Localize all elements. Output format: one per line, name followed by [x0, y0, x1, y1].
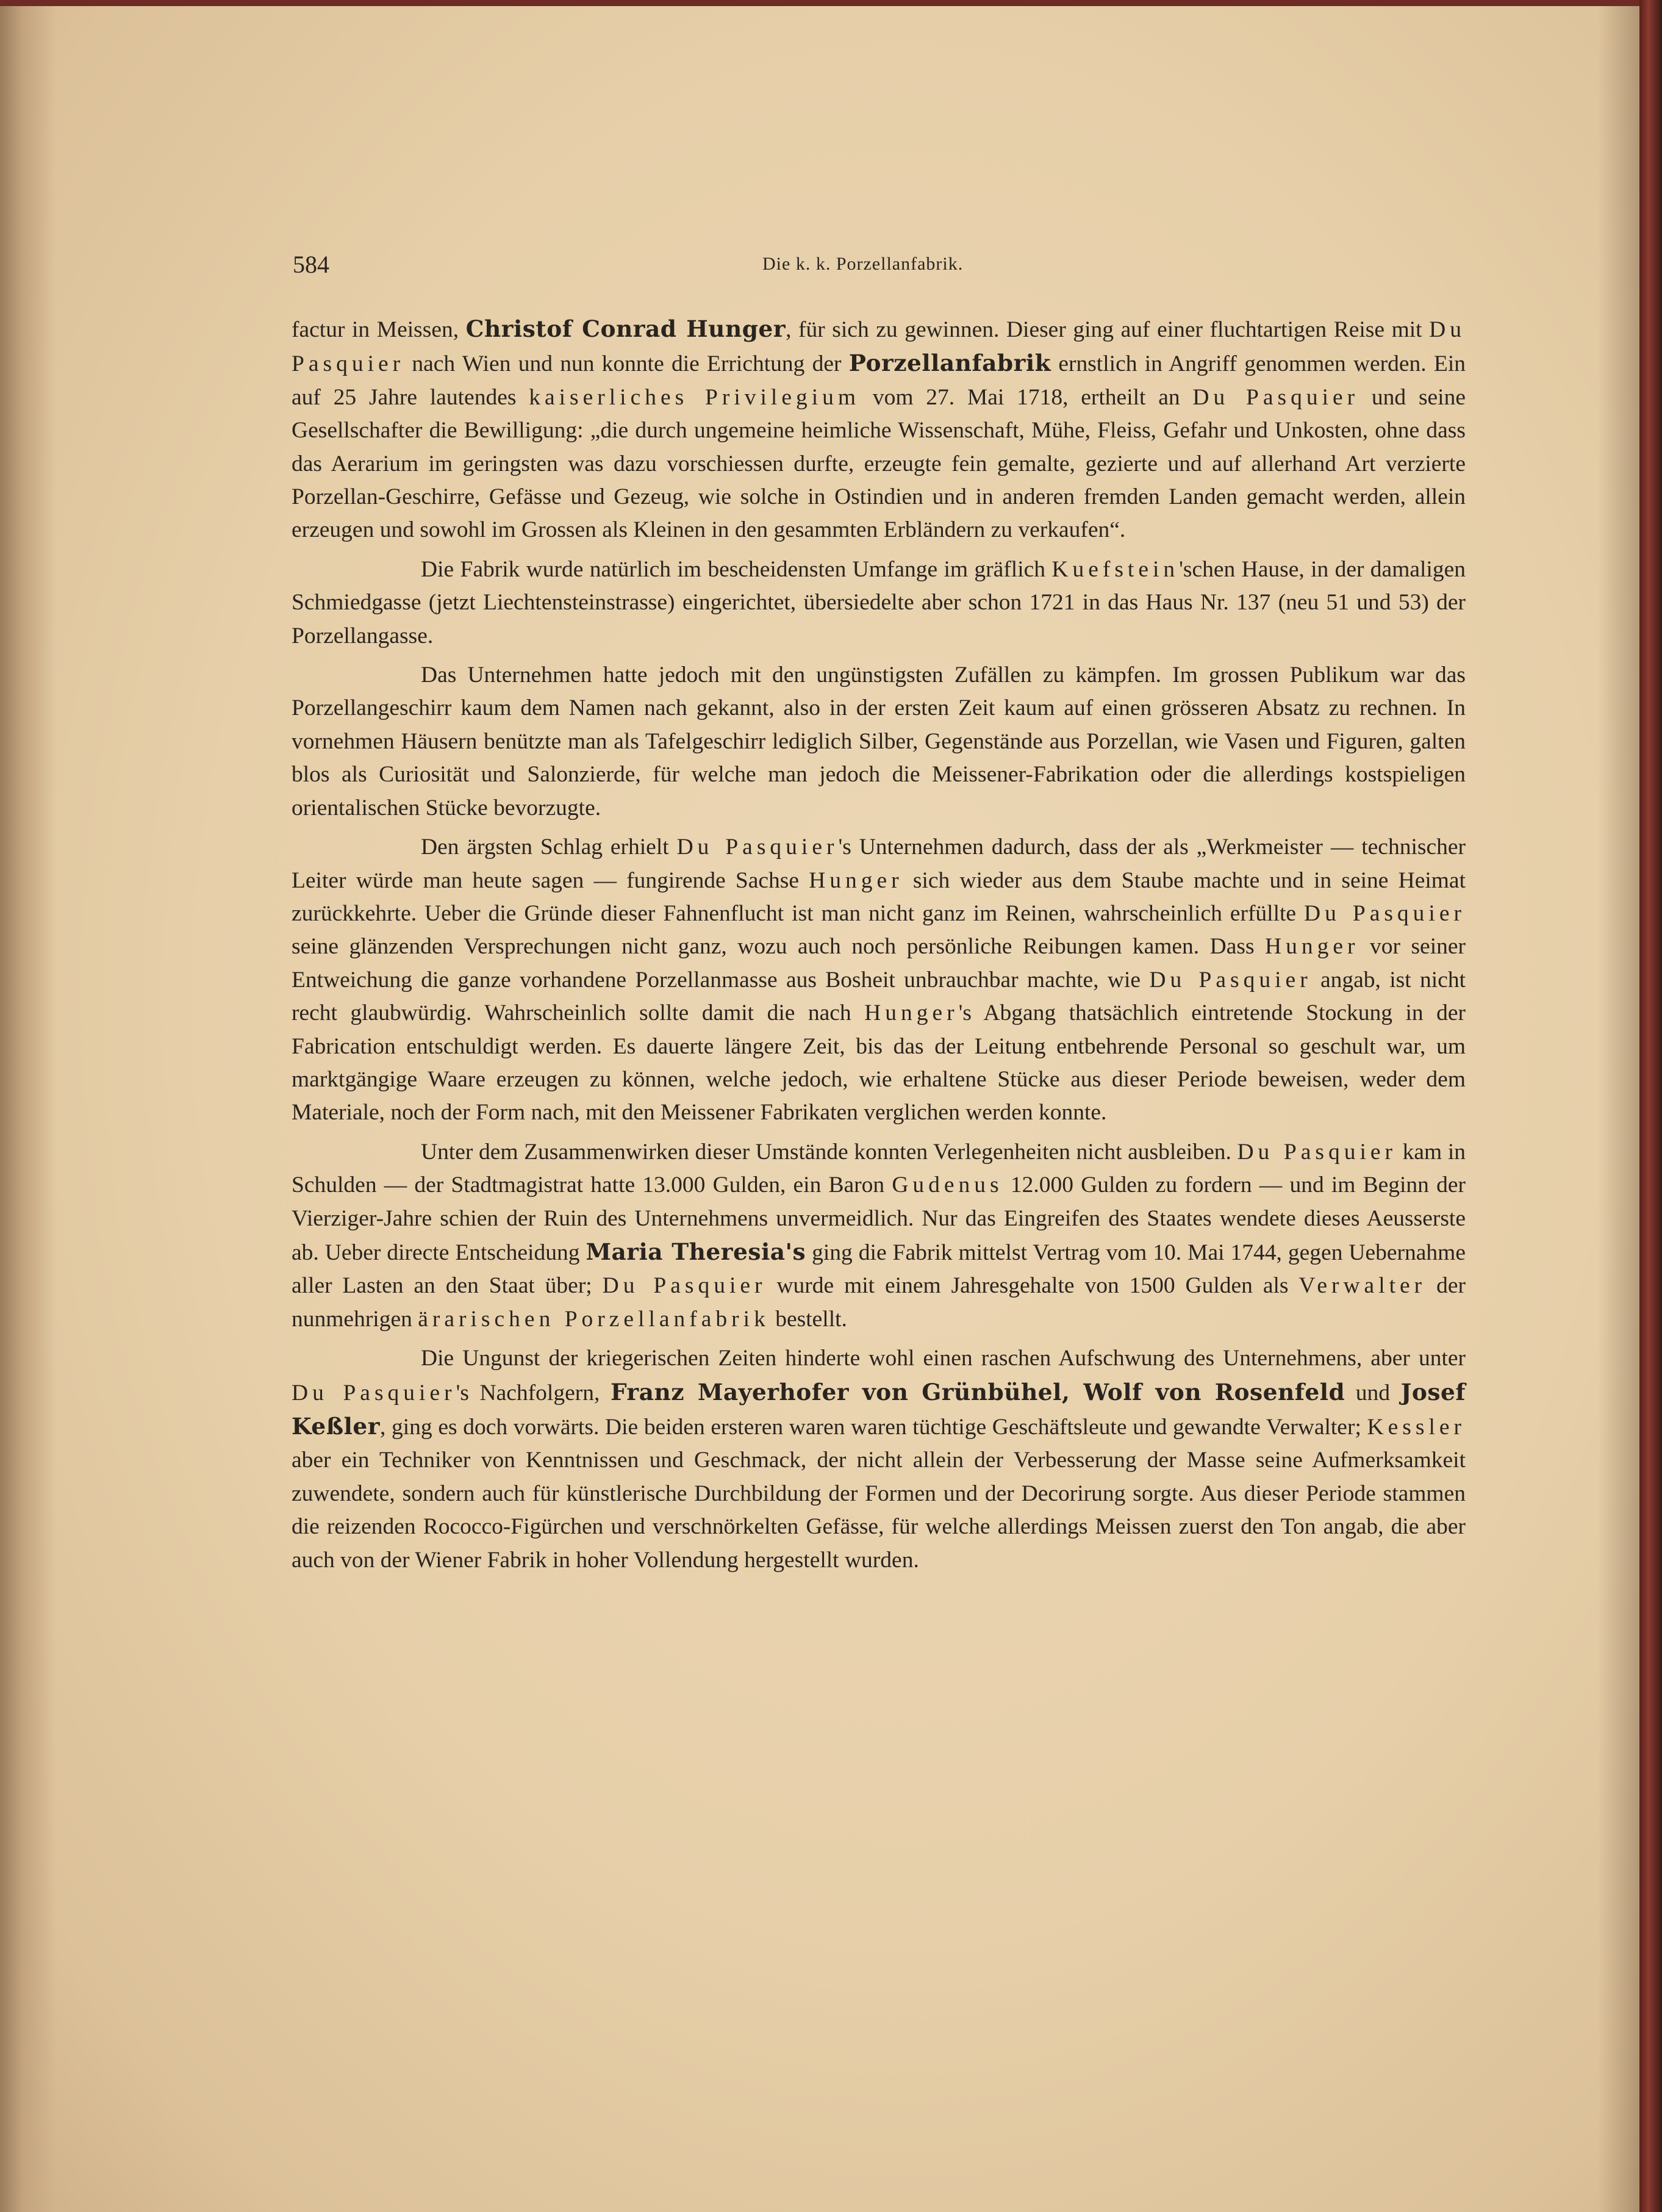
- scan-border-right: [1639, 0, 1662, 2212]
- text-run: bestellt.: [769, 1306, 847, 1332]
- paragraph-6: [292, 1342, 1466, 1577]
- text-run: seine glänzenden Versprechungen nicht ganz, wozu auch noch persönliche Reibungen kamen. Dass: [292, 934, 1266, 960]
- spaced-name: Kuefstein: [1051, 556, 1180, 582]
- text-run: 's Unternehmen dadurch, dass der als „Werkmeister — technischer Leiter würde man heute sagen — fungirende Sachse: [292, 835, 1466, 893]
- text-run: sich wieder aus dem Staube machte und in seine Heimat zurückkehrte. Ueber die Gründe dieser Fahnenflucht ist man nicht ganz im Reinen, wahrscheinlich erfüllte: [292, 867, 1466, 926]
- text-run: ging die Fabrik mittelst Vertrag vom 10. Mai 1744, gegen Uebernahme aller Lasten an den Staat über;: [292, 1240, 1466, 1299]
- paragraph-4: [292, 831, 1466, 1130]
- spaced-name: Du Pasquier: [292, 1380, 456, 1406]
- paragraph-2: [292, 553, 1466, 653]
- text-run: factur in Meissen,: [292, 317, 466, 342]
- text-run: vor seiner Entweichung die ganze vorhandene Porzellanmasse aus Bosheit unbrauchbar machte, wie: [292, 934, 1466, 993]
- text-run: wurde mit einem Jahresgehalte von 1500 Gulden als: [766, 1273, 1299, 1299]
- text-run: der nunmehrigen: [292, 1273, 1466, 1332]
- text-run: vom 27. Mai 1718, ertheilt an: [860, 384, 1193, 410]
- spaced-name: Du Pasquier: [676, 835, 839, 860]
- body-text: [292, 312, 1466, 1583]
- paragraph-3: [292, 659, 1466, 825]
- spaced-name: kaiserliches Privilegium: [529, 384, 861, 410]
- text-run: 12.000 Gulden zu fordern — und im Beginn der Vierziger-Jahre schien der Ruin des Unternehmens unvermeidlich. Nur das Eingreifen des Staates wendete dieses Aeusserste ab. Ueber directe Entscheidung: [292, 1172, 1466, 1265]
- fraktur-name: Porzellanfabrik: [848, 350, 1051, 377]
- text-run: nach Wien und nun konnte die Errichtung der: [404, 351, 849, 377]
- page-edge-shadow: [1598, 6, 1642, 2212]
- spaced-name: Hunger: [864, 1000, 959, 1026]
- spaced-name: Du Pasquier: [602, 1273, 767, 1299]
- text-run: 's Nachfolgern,: [456, 1380, 611, 1406]
- fraktur-name: Christof Conrad Hunger: [465, 315, 786, 342]
- text-run: ernstlich in Angriff genommen werden. Ein auf 25 Jahre lautendes: [292, 351, 1466, 410]
- running-header: [293, 250, 1464, 287]
- text-run: Das Unternehmen hatte jedoch mit den ungünstigsten Zufällen zu kämpfen. Im grossen Publikum war das Porzellangeschirr kaum dem Namen nach gekannt, also in der ersten Zeit kaum auf einen grösseren Absatz zu rechnen. In vornehmen Häusern benützte man als Tafelgeschirr lediglich Silber, Gegenstände aus Porzellan, wie Vasen und Figuren, galten blos als Curiosität und Salonzierde, für welche man jedoch die Meissener-Fabrikation oder die allerdings kostspieligen orientalischen Stücke bevorzugte.: [292, 663, 1466, 821]
- text-run: Den ärgsten Schlag erhielt: [421, 835, 677, 860]
- text-run: kam in Schulden — der Stadtmagistrat hatte 13.000 Gulden, ein Baron: [292, 1139, 1466, 1198]
- text-run: 's Abgang thatsächlich eintretende Stockung in der Fabrication entschuldigt werden. Es dauerte längere Zeit, bis das der Leitung entbehrende Personal so geschult war, um marktgängige Waare erzeugen zu können, welche jedoch, wie erhaltene Stücke aus dieser Periode beweisen, weder dem Materiale, noch der Form nach, mit den Meissener Fabrikaten verglichen werden konnte.: [292, 1000, 1466, 1126]
- spaced-name: Du Pasquier: [1149, 967, 1312, 993]
- spaced-name: Du Pasquier: [1304, 900, 1466, 926]
- spaced-name: Du Pasquier: [1192, 384, 1359, 410]
- text-run: , für sich zu gewinnen. Dieser ging auf einer fluchtartigen Reise mit: [786, 317, 1430, 342]
- text-run: 'schen Hause, in der damaligen Schmiedgasse (jetzt Liechtensteinstrasse) eingerichtet, übersiedelte aber schon 1721 in das Haus Nr. 137 (neu 51 und 53) der Porzellangasse.: [292, 556, 1466, 648]
- spaced-name: ärarischen Porzellanfabrik: [418, 1306, 770, 1332]
- spaced-name: Gudenus: [892, 1172, 1003, 1198]
- spaced-name: Kessler: [1367, 1415, 1466, 1440]
- running-title: Die k. k. Porzellanfabrik.: [762, 254, 964, 274]
- page-number: 584: [293, 251, 329, 278]
- text-run: und seine Gesellschafter die Bewilligung: „die durch ungemeine heimliche Wissenschaft, Mühe, Fleiss, Gefahr und Unkosten, ohne dass das Aerarium im geringsten was dazu vorschiessen durfte, erzeugte fein gemalte, gezierte und auf allerhand Art verzierte Porzellan-Geschirre, Gefässe und Gezeug, wie solche in Ostindien und in anderen fremden Landen gemacht werden, allein erzeugen und sowohl im Grossen als Kleinen in den gesammten Erbländern zu verkaufen“.: [292, 384, 1466, 543]
- paragraph-5: [292, 1136, 1466, 1336]
- fraktur-name: Franz Mayerhofer von Grünbühel, Wolf von Rosenfeld: [610, 1378, 1345, 1406]
- fraktur-name: Maria Theresia's: [586, 1238, 806, 1265]
- text-run: Die Ungunst der kriegerischen Zeiten hinderte wohl einen raschen Aufschwung des Unternehmens, aber unter: [421, 1346, 1466, 1371]
- text-run: Die Fabrik wurde natürlich im bescheidensten Umfange im gräflich: [421, 556, 1052, 582]
- paragraph-1: [292, 312, 1466, 547]
- fraktur-name: Josef Keßler: [292, 1378, 1466, 1440]
- spaced-name: Hunger: [1265, 934, 1359, 960]
- spaced-name: Verwalter: [1298, 1273, 1427, 1299]
- spaced-name: Du Pasquier: [1237, 1139, 1397, 1165]
- text-run: Unter dem Zusammenwirken dieser Umstände konnten Verlegenheiten nicht ausbleiben.: [421, 1139, 1238, 1165]
- spaced-name: Du Pasquier: [292, 317, 1466, 377]
- spaced-name: Hunger: [809, 867, 903, 893]
- text-run: und: [1345, 1380, 1401, 1406]
- text-run: , ging es doch vorwärts. Die beiden ersteren waren waren tüchtige Geschäftsleute und gewandte Verwalter;: [379, 1415, 1367, 1440]
- page-gutter-shadow: [0, 6, 56, 2212]
- text-run: aber ein Techniker von Kenntnissen und Geschmack, der nicht allein der Verbesserung der Masse seine Aufmerksamkeit zuwendete, sondern auch für künstlerische Durchbildung der Formen und der Decorirung sorgte. Aus dieser Periode stammen die reizenden Rococco-Figürchen und verschnörkelten Gefässe, für welche allerdings Meissen zuerst den Ton angab, die aber auch von der Wiener Fabrik in hoher Vollendung hergestellt wurden.: [292, 1448, 1466, 1573]
- text-run: angab, ist nicht recht glaubwürdig. Wahrscheinlich sollte damit die nach: [292, 967, 1466, 1026]
